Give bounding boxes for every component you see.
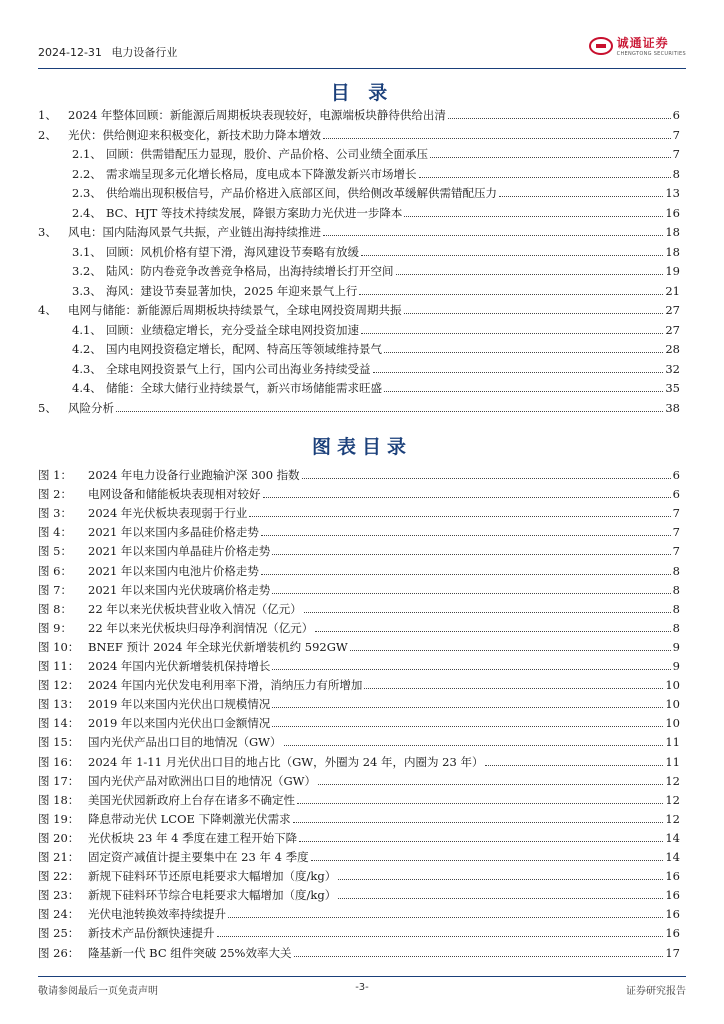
dot-leader <box>284 745 664 746</box>
dot-leader <box>499 196 663 197</box>
entry-title: 风险分析 <box>68 400 114 415</box>
dot-leader <box>338 898 663 899</box>
dot-leader <box>373 372 664 373</box>
entry-page: 6 <box>672 108 680 122</box>
entry-number: 图 15： <box>38 735 80 750</box>
figure-entry[interactable] <box>38 617 680 635</box>
figure-entry[interactable] <box>38 865 680 883</box>
dot-leader <box>261 574 671 575</box>
dot-leader <box>404 313 664 314</box>
entry-page: 7 <box>672 506 680 521</box>
entry-number: 2.3、 <box>72 186 102 200</box>
entry-number: 4.2、 <box>72 342 102 356</box>
entry-number: 图 10： <box>38 639 80 654</box>
entry-page: 8 <box>672 563 680 578</box>
entry-number: 图 8： <box>38 601 72 616</box>
toc-entry[interactable] <box>38 397 680 415</box>
figure-entry[interactable] <box>38 884 680 902</box>
entry-title: 降息带动光伏 LCOE 下降刺激光伏需求 <box>88 811 291 826</box>
figure-entry[interactable] <box>38 770 680 788</box>
entry-number: 图 9： <box>38 620 72 635</box>
entry-number: 图 4： <box>38 525 72 540</box>
figure-entry[interactable] <box>38 712 680 730</box>
entry-title: 2024 年 1-11 月光伏出口目的地占比（GW，外圈为 24 年，内圈为 23 年） <box>88 754 484 769</box>
entry-page: 38 <box>665 400 680 415</box>
entry-title: 回顾：供需错配压力显现，股价、产品价格、公司业绩全面承压 <box>106 147 428 161</box>
entry-page: 16 <box>665 205 680 220</box>
entry-page: 27 <box>665 303 680 317</box>
dot-leader <box>302 478 671 479</box>
figure-entry[interactable] <box>38 751 680 769</box>
entry-title: 供给端出现积极信号，产品价格进入底部区间，供给侧改革缓解供需错配压力 <box>106 186 497 200</box>
entry-title: 2024 年国内光伏发电利用率下滑，消纳压力有所增加 <box>88 678 363 693</box>
figure-entry[interactable] <box>38 540 680 558</box>
entry-title: 2021 年以来国内光伏玻璃价格走势 <box>88 582 271 597</box>
figure-entry[interactable] <box>38 903 680 921</box>
dot-leader <box>359 294 663 295</box>
dot-leader <box>297 803 663 804</box>
dot-leader <box>299 841 663 842</box>
dot-leader <box>261 535 671 536</box>
entry-number: 3.1、 <box>72 244 102 259</box>
report-type: 证券研究报告 <box>626 986 686 997</box>
entry-page: 7 <box>672 127 680 142</box>
dot-leader <box>272 669 670 670</box>
dot-leader <box>228 917 663 918</box>
entry-title: 光伏电池转换效率持续提升 <box>88 907 226 922</box>
entry-number: 3.3、 <box>72 283 102 298</box>
entry-page: 10 <box>665 697 680 712</box>
figure-entry[interactable] <box>38 808 680 826</box>
entry-number: 2.4、 <box>72 205 102 220</box>
entry-title: 2019 年以来国内光伏出口金额情况 <box>88 716 271 731</box>
entry-page: 17 <box>665 945 680 960</box>
toc-title: 目 录 <box>330 82 394 104</box>
toc-entry[interactable] <box>38 299 680 317</box>
entry-number: 图 26： <box>38 945 80 960</box>
dot-leader <box>323 138 671 139</box>
dot-leader <box>311 860 664 861</box>
entry-number: 图 2： <box>38 487 72 502</box>
figure-entry[interactable] <box>38 636 680 654</box>
entry-number: 图 23： <box>38 888 80 903</box>
page-footer <box>38 976 686 997</box>
entry-title: 22 年以来光伏板块营业收入情况（亿元） <box>88 601 302 616</box>
entry-title: 2024 年整体回顾：新能源后周期板块表现较好，电源端板块静待供给出清 <box>68 108 446 122</box>
entry-page: 6 <box>672 487 680 502</box>
entry-title: 隆基新一代 BC 组件突破 25%效率大关 <box>88 945 292 960</box>
figure-entry[interactable] <box>38 731 680 749</box>
entry-page: 13 <box>665 186 680 200</box>
entry-title: 新规下硅料环节还原电耗要求大幅增加（度/kg） <box>88 869 337 884</box>
entry-title: 全球电网投资景气上行，国内公司出海业务持续受益 <box>106 361 371 376</box>
entry-page: 10 <box>665 678 680 693</box>
entry-number: 图 5： <box>38 544 72 559</box>
figure-entry[interactable] <box>38 655 680 673</box>
figure-entry[interactable] <box>38 846 680 864</box>
entry-title: 回顾：风机价格有望下滑，海风建设节奏略有放缓 <box>106 244 359 259</box>
dot-leader <box>384 352 663 353</box>
entry-title: 回顾：业绩稳定增长，充分受益全球电网投资加速 <box>106 322 359 337</box>
dot-leader <box>116 411 663 412</box>
entry-page: 8 <box>672 620 680 635</box>
entry-number: 图 16： <box>38 754 80 769</box>
entry-title: BNEF 预计 2024 年全球光伏新增装机约 592GW <box>88 639 348 654</box>
dot-leader <box>338 879 663 880</box>
header-info <box>38 44 183 60</box>
toc-entry[interactable] <box>38 241 680 259</box>
figure-entry[interactable] <box>38 693 680 711</box>
dot-leader <box>384 391 663 392</box>
entry-page: 12 <box>665 792 680 807</box>
entry-page: 35 <box>665 381 680 395</box>
entry-title: 光伏板块 23 年 4 季度在建工程开始下降 <box>88 830 298 845</box>
dot-leader <box>293 822 664 823</box>
entry-page: 18 <box>665 244 680 259</box>
entry-number: 2.1、 <box>72 147 102 161</box>
page-number: -3- <box>355 982 369 993</box>
toc-entry[interactable] <box>38 221 680 239</box>
entry-title: 2021 年以来国内单晶硅片价格走势 <box>88 544 271 559</box>
entry-title: 新技术产品份额快速提升 <box>88 926 215 941</box>
entry-page: 8 <box>672 582 680 597</box>
dot-leader <box>404 216 663 217</box>
entry-title: 2024 年光伏板块表现弱于行业 <box>88 506 248 521</box>
dot-leader <box>318 784 663 785</box>
logo-mark-icon <box>589 36 613 56</box>
entry-page: 7 <box>672 525 680 540</box>
entry-page: 16 <box>665 869 680 884</box>
dot-leader <box>272 707 663 708</box>
entry-title: 国内电网投资稳定增长，配网、特高压等领域维持景气 <box>106 342 382 356</box>
entry-number: 4.3、 <box>72 361 102 376</box>
entry-title: 电网与储能：新能源后周期板块持续景气，全球电网投资周期共振 <box>68 303 402 317</box>
entry-title: 2024 年国内光伏新增装机保持增长 <box>88 659 271 673</box>
toc-entry[interactable] <box>38 202 680 220</box>
entry-page: 14 <box>665 850 680 864</box>
entry-page: 16 <box>665 926 680 941</box>
dot-leader <box>249 516 670 517</box>
dot-leader <box>304 612 671 613</box>
entry-title: 2021 年以来国内电池片价格走势 <box>88 563 259 578</box>
entry-page: 7 <box>672 147 680 161</box>
dot-leader <box>396 274 664 275</box>
figure-entry[interactable] <box>38 560 680 578</box>
entry-page: 19 <box>665 264 680 278</box>
entry-number: 5、 <box>38 400 57 415</box>
company-logo <box>589 34 686 57</box>
entry-number: 2、 <box>38 127 57 142</box>
entry-title: 固定资产减值计提主要集中在 23 年 4 季度 <box>88 850 309 864</box>
toc-entry[interactable] <box>38 358 680 376</box>
entry-number: 图 25： <box>38 926 80 941</box>
entry-page: 9 <box>672 659 680 673</box>
entry-title: 2021 年以来国内多晶硅价格走势 <box>88 525 259 540</box>
entry-page: 27 <box>665 322 680 337</box>
dot-leader <box>419 177 671 178</box>
dot-leader <box>217 936 664 937</box>
figure-entry[interactable] <box>38 521 680 539</box>
entry-page: 6 <box>672 468 680 482</box>
entry-number: 3、 <box>38 225 57 239</box>
entry-page: 11 <box>665 735 680 750</box>
disclaimer-note: 敬请参阅最后一页免责声明 <box>38 986 158 997</box>
entry-number: 图 13： <box>38 697 80 712</box>
entry-title: 需求端呈现多元化增长格局，度电成本下降激发新兴市场增长 <box>106 166 417 181</box>
entry-number: 图 7： <box>38 582 72 597</box>
figure-entry[interactable] <box>38 598 680 616</box>
entry-title: 美国光伏园新政府上台存在诸多不确定性 <box>88 792 295 807</box>
toc-entry[interactable] <box>38 143 680 161</box>
entry-number: 图 14： <box>38 716 80 731</box>
dot-leader <box>315 631 670 632</box>
report-date: 2024-12-31 <box>38 46 102 59</box>
entry-title: 国内光伏产品出口目的地情况（GW） <box>88 735 282 750</box>
figure-entry[interactable] <box>38 942 680 960</box>
entry-title: 储能：全球大储行业持续景气，新兴市场储能需求旺盛 <box>106 381 382 395</box>
entry-title: 新规下硅料环节综合电耗要求大幅增加（度/kg） <box>88 888 337 903</box>
entry-number: 4、 <box>38 303 57 317</box>
entry-title: BC、HJT 等技术持续发展，降银方案助力光伏进一步降本 <box>106 205 403 220</box>
dot-leader <box>430 157 671 158</box>
figure-entry[interactable] <box>38 922 680 940</box>
entry-number: 3.2、 <box>72 264 102 278</box>
entry-number: 图 17： <box>38 773 80 788</box>
entry-title: 22 年以来光伏板块归母净利润情况（亿元） <box>88 620 314 635</box>
toc-entry[interactable] <box>38 124 680 142</box>
entry-number: 图 1： <box>38 468 72 482</box>
entry-number: 图 12： <box>38 678 80 693</box>
dot-leader <box>272 726 663 727</box>
toc-entry[interactable] <box>38 260 680 278</box>
entry-title: 2024 年电力设备行业跑输沪深 300 指数 <box>88 468 300 482</box>
entry-page: 12 <box>665 811 680 826</box>
toc-entry[interactable] <box>38 104 680 122</box>
industry-name: 电力设备行业 <box>111 46 178 59</box>
entry-page: 7 <box>672 544 680 559</box>
toc-entry[interactable] <box>38 377 680 395</box>
entry-number: 4.1、 <box>72 322 102 337</box>
entry-title: 国内光伏产品对欧洲出口目的地情况（GW） <box>88 773 317 788</box>
entry-title: 光伏：供给侧迎来积极变化，新技术助力降本增效 <box>68 127 321 142</box>
entry-page: 28 <box>665 342 680 356</box>
toc-entry[interactable] <box>38 280 680 298</box>
entry-page: 18 <box>665 225 680 239</box>
entry-page: 32 <box>665 361 680 376</box>
figure-list-title: 图表目录 <box>311 436 412 458</box>
entry-number: 2.2、 <box>72 166 102 181</box>
toc-entry[interactable] <box>38 163 680 181</box>
toc-entry[interactable] <box>38 182 680 200</box>
figure-entry[interactable] <box>38 464 680 482</box>
entry-page: 12 <box>665 773 680 788</box>
entry-number: 图 11： <box>38 659 80 673</box>
figure-entry[interactable] <box>38 502 680 520</box>
entry-title: 海风：建设节奏显著加快，2025 年迎来景气上行 <box>106 283 358 298</box>
entry-title: 电网设备和储能板块表现相对较好 <box>88 487 261 502</box>
dot-leader <box>272 554 670 555</box>
logo-subtext: CHENGTONG SECURITIES <box>616 51 686 57</box>
dot-leader <box>272 593 670 594</box>
entry-title: 2019 年以来国内光伏出口规模情况 <box>88 697 271 712</box>
dot-leader <box>294 956 664 957</box>
entry-number: 4.4、 <box>72 381 102 395</box>
figure-entry[interactable] <box>38 789 680 807</box>
figure-entry[interactable] <box>38 483 680 501</box>
entry-page: 21 <box>665 283 680 298</box>
entry-number: 图 20： <box>38 830 80 845</box>
entry-number: 图 21： <box>38 850 80 864</box>
figure-entry[interactable] <box>38 674 680 692</box>
dot-leader <box>323 235 663 236</box>
entry-title: 风电：国内陆海风景气共振，产业链出海持续推进 <box>68 225 321 239</box>
page-header <box>38 28 686 69</box>
entry-number: 1、 <box>38 108 57 122</box>
toc-entry[interactable] <box>38 319 680 337</box>
dot-leader <box>263 497 671 498</box>
entry-title: 陆风：防内卷竞争改善竞争格局，出海持续增长打开空间 <box>106 264 394 278</box>
figure-entry[interactable] <box>38 827 680 845</box>
dot-leader <box>364 688 663 689</box>
entry-page: 10 <box>665 716 680 731</box>
dot-leader <box>361 255 663 256</box>
dot-leader <box>485 765 663 766</box>
entry-page: 9 <box>672 639 680 654</box>
entry-number: 图 18： <box>38 792 80 807</box>
toc-entry[interactable] <box>38 338 680 356</box>
entry-page: 16 <box>665 907 680 922</box>
entry-number: 图 19： <box>38 811 80 826</box>
dot-leader <box>361 333 663 334</box>
entry-page: 14 <box>665 830 680 845</box>
logo-text: 诚通证券 <box>616 36 669 50</box>
entry-page: 16 <box>665 888 680 903</box>
entry-page: 11 <box>665 754 680 769</box>
dot-leader <box>448 118 671 119</box>
entry-number: 图 22： <box>38 869 80 884</box>
entry-page: 8 <box>672 601 680 616</box>
figure-entry[interactable] <box>38 579 680 597</box>
entry-number: 图 6： <box>38 563 72 578</box>
entry-number: 图 24： <box>38 907 80 922</box>
entry-page: 8 <box>672 166 680 181</box>
entry-number: 图 3： <box>38 506 72 521</box>
dot-leader <box>350 650 671 651</box>
